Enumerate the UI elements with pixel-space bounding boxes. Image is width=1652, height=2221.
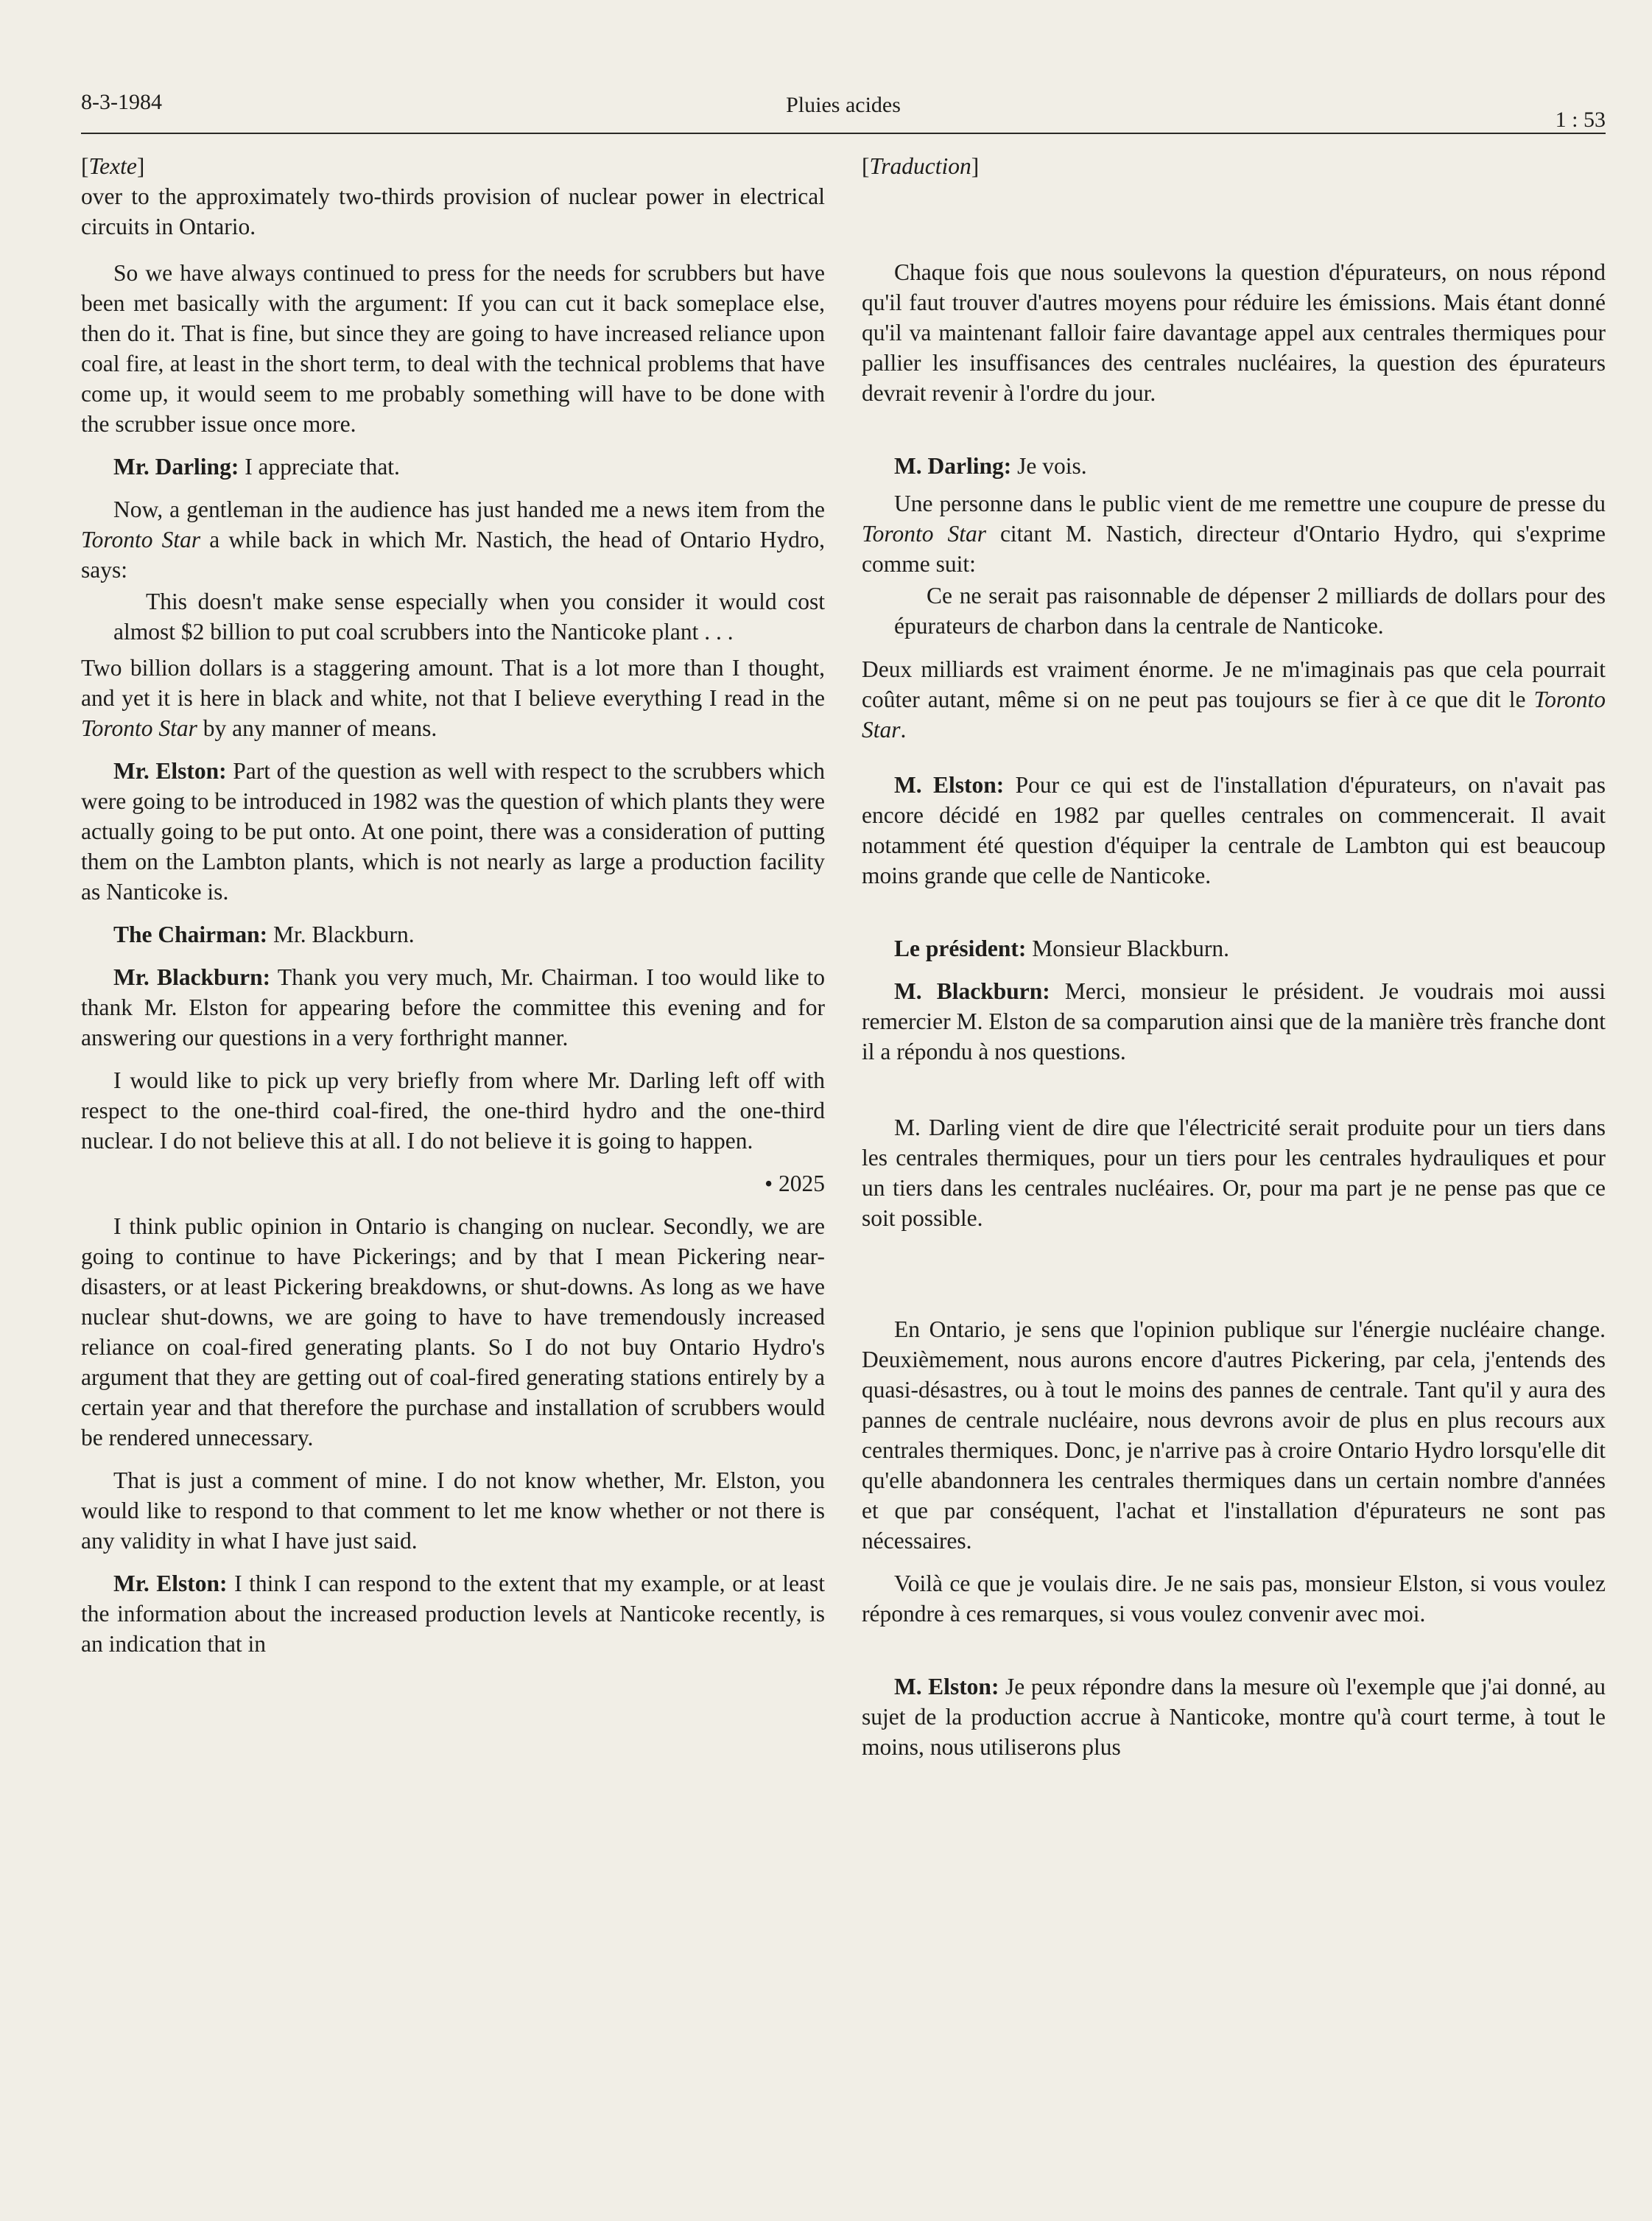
timestamp: • 2025 <box>765 1171 825 1196</box>
header-date: 8-3-1984 <box>81 90 162 114</box>
paragraph: En Ontario, je sens que l'opinion publique sur l'énergie nucléaire change. Deuxièmement, nous aurons encore d'autres Pickering, par cela, j'entends des quasi-désastres, ou à tout le moins des pannes de centrale. Tant qu'il y aura des pannes de centrale nucléaire, nous devrons avoir de plus en plus recours aux centrales thermiques. Donc, je n'arrive pas à croire Ontario Hydro lorsqu'elle dit qu'elle abandonnera les centrales thermiques dans un certain nombre d'années et que par conséquent, l'achat et l'installation d'épurateurs ne sont pas nécessaires. <box>862 1316 1606 1554</box>
speaker-name: The Chairman: <box>113 922 268 947</box>
page-header <box>81 83 1606 132</box>
paragraph: That is just a comment of mine. I do not know whether, Mr. Elston, you would like to respond to that comment to let me know whether or not there is any validity in what I have just said. <box>81 1467 825 1554</box>
speaker-name: M. Blackburn: <box>894 978 1050 1004</box>
speech-text: I think I can respond to the extent that my example, or at least the information about the increased production levels at Nanticoke recently, is an indication that in <box>81 1571 825 1657</box>
speaker-name: Mr. Elston: <box>113 1571 228 1596</box>
speaker-paragraph <box>862 1671 1606 1762</box>
lang-label: Traduction <box>869 153 971 179</box>
speaker-name: M. Elston: <box>894 772 1005 798</box>
paragraph: I think public opinion in Ontario is changing on nuclear. Secondly, we are going to continue to have Pickerings; and by that I mean Pickering near-disasters, or at least Pickering breakdowns, or shut-downs. As long as we have nuclear shut-downs, we are going to have to have tremendously increased reliance on coal-fired generating plants. So I do not buy Ontario Hydro's argument that they are getting out of coal-fired generating stations entirely by a certain year and that therefore the purchase and installation of scrubbers would be rendered unnecessary. <box>81 1213 825 1450</box>
speaker-paragraph <box>81 919 825 950</box>
paragraph: M. Darling vient de dire que l'électricité serait produite pour un tiers dans les centrales thermiques, pour un tiers pour les centrales hydrauliques et pour un tiers dans les centrales nucléaires. Or, pour ma part je ne pense pas que ce soit possible. <box>862 1115 1606 1231</box>
speech-text: Thank you very much, Mr. Chairman. I too would like to thank Mr. Elston for appearing before the committee this evening and for answering our questions in a very forthright manner. <box>81 964 825 1050</box>
speaker-paragraph <box>862 976 1606 1067</box>
speech-text: Monsieur Blackburn. <box>1032 936 1229 961</box>
lang-label-text: [Texte] <box>81 153 145 179</box>
publication-name: Toronto Star <box>81 527 201 552</box>
header-title: Pluies acides <box>786 93 901 117</box>
paragraph: So we have always continued to press for the needs for scrubbers but have been met basically with the argument: If you can cut it back someplace else, then do it. That is fine, but since they are going to have increased reliance upon coal fire, at least in the short term, to deal with the technical problems that have come up, it would seem to me probably something will have to be done with the scrubber issue once more. <box>81 260 825 437</box>
speech-text: Merci, monsieur le président. Je voudrais moi aussi remercier M. Elston de sa comparution ainsi que de la manière très franche dont il a répondu à nos questions. <box>862 978 1606 1064</box>
speech-text: I appreciate that. <box>245 454 400 480</box>
speech-text: Je peux répondre dans la mesure où l'exemple que j'ai donné, au sujet de la production accrue à Nanticoke, montre qu'à court terme, à tout le moins, nous utiliserons plus <box>862 1674 1606 1760</box>
header-rule <box>81 133 1606 134</box>
speaker-paragraph <box>81 756 825 907</box>
lang-label: Texte <box>88 153 137 179</box>
paragraph: Now, a gentleman in the audience has just handed me a news item from the Toronto Star a while back in which Mr. Nastich, the head of Ontario Hydro, says: <box>81 497 825 583</box>
speech-text: Mr. Blackburn. <box>273 922 415 947</box>
speech-text: Je vois. <box>1017 453 1087 479</box>
publication-name: Toronto Star <box>862 521 986 547</box>
speaker-paragraph <box>81 452 825 482</box>
speaker-paragraph <box>862 933 1606 964</box>
paragraph: Une personne dans le public vient de me remettre une coupure de presse du Toronto Star citant M. Nastich, directeur d'Ontario Hydro, qui s'exprime comme suit: <box>862 491 1606 577</box>
speech-text: Pour ce qui est de l'installation d'épurateurs, on n'avait pas encore décidé en 1982 par quelles centrales on commencerait. Il avait notamment été question d'équiper la centrale de Lambton qui est beaucoup moins grande que celle de Nanticoke. <box>862 772 1606 888</box>
block-quote: Ce ne serait pas raisonnable de dépenser 2 milliards de dollars pour des épurateurs de charbon dans la centrale de Nanticoke. <box>894 583 1606 639</box>
speaker-name: Mr. Elston: <box>113 758 227 784</box>
paragraph: I would like to pick up very briefly from where Mr. Darling left off with respect to the one-third coal-fired, the one-third hydro and the one-third nuclear. I do not believe this at all. I do not believe it is going to happen. <box>81 1067 825 1154</box>
speaker-name: Le président: <box>894 936 1027 961</box>
block-quote: This doesn't make sense especially when you consider it would cost almost $2 billion to put coal scrubbers into the Nanticoke plant . . . <box>113 589 825 645</box>
paragraph: Two billion dollars is a staggering amount. That is a lot more than I thought, and yet it is here in black and white, not that I believe everything I read in the Toronto Star by any manner of means. <box>81 655 825 741</box>
english-column <box>81 151 825 2048</box>
speaker-name: Mr. Blackburn: <box>113 964 271 990</box>
header-page-number: 1 : 53 <box>1555 108 1606 132</box>
speaker-name: Mr. Darling: <box>113 454 239 480</box>
lang-label-text: [Traduction] <box>862 153 980 179</box>
speaker-paragraph <box>862 770 1606 891</box>
speaker-paragraph <box>81 962 825 1053</box>
speaker-name: M. Elston: <box>894 1674 999 1699</box>
publication-name: Toronto Star <box>862 687 1606 743</box>
paragraph: Chaque fois que nous soulevons la question d'épurateurs, on nous répond qu'il faut trouver d'autres moyens pour réduire les émissions. Mais étant donné qu'il va maintenant falloir faire davantage appel aux centrales thermiques pour pallier les insuffisances des centrales nucléaires, la question des épurateurs devrait revenir à l'ordre du jour. <box>862 259 1606 406</box>
speaker-name: M. Darling: <box>894 453 1012 479</box>
french-column <box>862 151 1606 2048</box>
publication-name: Toronto Star <box>81 715 197 741</box>
paragraph: Deux milliards est vraiment énorme. Je ne m'imaginais pas que cela pourrait coûter autant, même si on ne peut pas toujours se fier à ce que dit le Toronto Star. <box>862 656 1606 743</box>
paragraph: Voilà ce que je voulais dire. Je ne sais pas, monsieur Elston, si vous voulez répondre à ces remarques, si vous voulez convenir avec moi. <box>862 1571 1606 1627</box>
speaker-paragraph <box>81 1568 825 1659</box>
speech-text: Part of the question as well with respect to the scrubbers which were going to be introduced in 1982 was the question of which plants they were actually going to be put onto. At one point, there was a consideration of putting them on the Lambton plants, which is not nearly as large a production facility as Nanticoke is. <box>81 758 825 905</box>
speaker-paragraph <box>862 451 1606 481</box>
paragraph: over to the approximately two-thirds provision of nuclear power in electrical circuits in Ontario. <box>81 183 825 239</box>
